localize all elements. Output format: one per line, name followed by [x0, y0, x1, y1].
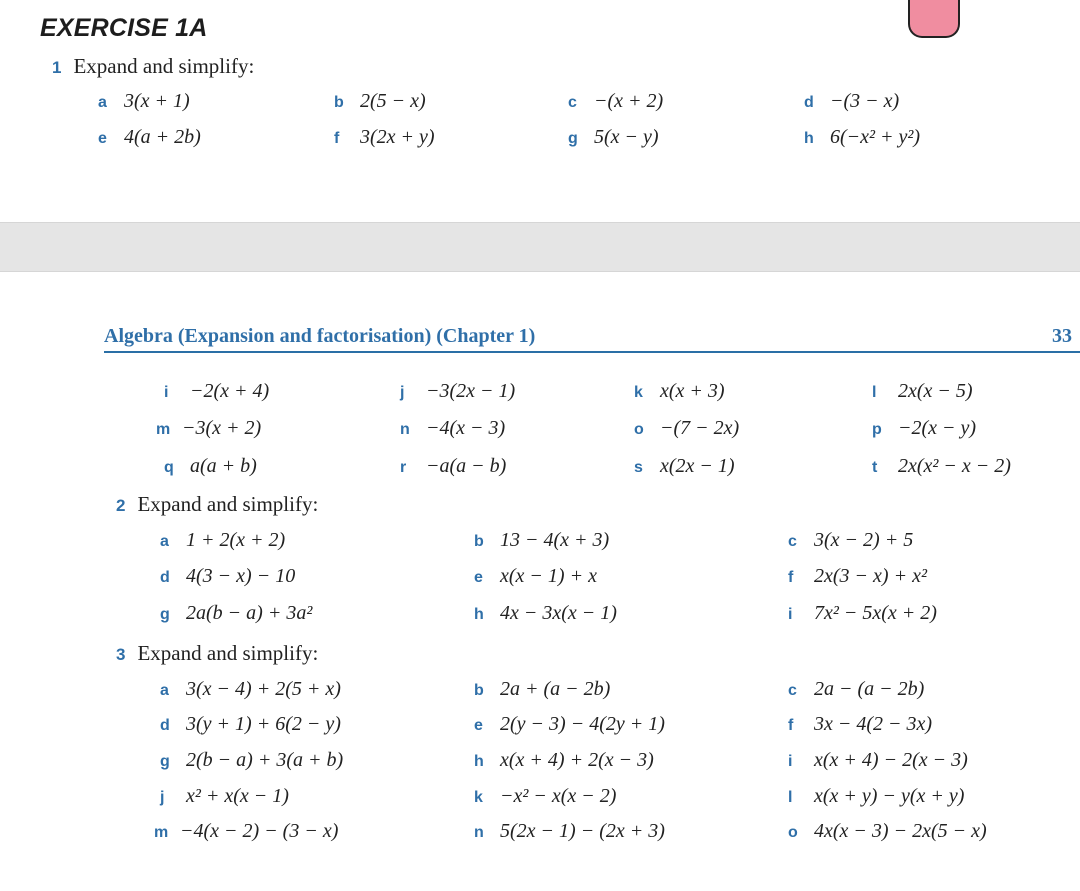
exercise-item [872, 380, 973, 403]
exercise-item [154, 820, 338, 843]
exercise-item [474, 602, 617, 625]
item-label: d [160, 569, 170, 586]
item-label: p [872, 421, 882, 438]
item-label: a [160, 533, 169, 550]
exercise-item [160, 678, 341, 701]
exercise-item [164, 455, 257, 478]
item-label: k [474, 789, 483, 806]
exercise-item [400, 417, 505, 440]
item-expression: x(x − 1) + x [500, 565, 597, 587]
item-label: t [872, 459, 878, 476]
exercise-item [160, 713, 341, 736]
item-expression: −3(x + 2) [182, 417, 262, 439]
exercise-item [400, 455, 506, 478]
item-label: e [474, 717, 483, 734]
question-2-heading [116, 492, 318, 517]
item-label: g [160, 753, 170, 770]
item-label: b [334, 94, 344, 111]
item-label: b [474, 682, 484, 699]
item-expression: 2a(b − a) + 3a² [186, 602, 313, 624]
exercise-item [634, 380, 725, 403]
item-label: h [474, 753, 484, 770]
item-expression: 4x(x − 3) − 2x(5 − x) [814, 820, 987, 842]
item-label: n [400, 421, 410, 438]
item-expression: −3(2x − 1) [426, 380, 516, 402]
exercise-item [568, 90, 663, 113]
exercise-item [788, 602, 937, 625]
item-label: e [474, 569, 483, 586]
exercise-item [160, 785, 289, 808]
item-expression: 4x − 3x(x − 1) [500, 602, 617, 624]
exercise-item [788, 678, 924, 701]
page-break [0, 222, 1080, 272]
exercise-item [474, 678, 610, 701]
exercise-item [474, 820, 665, 843]
item-expression: 3(y + 1) + 6(2 − y) [186, 713, 341, 735]
exercise-item [788, 713, 932, 736]
question-prompt: Expand and simplify: [137, 641, 319, 665]
item-label: a [160, 682, 169, 699]
item-label: r [400, 459, 407, 476]
item-expression: 3(2x + y) [360, 126, 435, 148]
item-expression: 2a − (a − 2b) [814, 678, 925, 700]
item-expression: 2x(3 − x) + x² [814, 565, 927, 587]
item-label: c [788, 533, 797, 550]
question-number: 3 [116, 645, 126, 664]
item-expression: −x² − x(x − 2) [500, 785, 617, 807]
exercise-item [872, 417, 976, 440]
item-expression: 2(b − a) + 3(a + b) [186, 749, 344, 771]
exercise-item [98, 126, 201, 149]
exercise-item [160, 602, 312, 625]
page-number: 33 [1052, 325, 1072, 347]
item-expression: 13 − 4(x + 3) [500, 529, 610, 551]
exercise-item [334, 126, 435, 149]
item-label: l [788, 789, 793, 806]
question-prompt: Expand and simplify: [137, 492, 319, 516]
item-expression: x(x + 4) − 2(x − 3) [814, 749, 968, 771]
question-prompt: Expand and simplify: [73, 54, 255, 78]
item-expression: 3x − 4(2 − 3x) [814, 713, 933, 735]
item-expression: 4(3 − x) − 10 [186, 565, 296, 587]
item-label: a [98, 94, 107, 111]
item-expression: 2(5 − x) [360, 90, 426, 112]
exercise-item [788, 785, 964, 808]
item-expression: 7x² − 5x(x + 2) [814, 602, 937, 624]
item-label: j [400, 384, 405, 401]
item-label: q [164, 459, 174, 476]
item-label: i [788, 753, 793, 770]
item-expression: 4(a + 2b) [124, 126, 201, 148]
exercise-item [872, 455, 1011, 478]
item-expression: x(x + 3) [660, 380, 725, 402]
exercise-item [568, 126, 659, 149]
item-label: c [788, 682, 797, 699]
exercise-item [788, 820, 987, 843]
item-label: m [154, 824, 169, 841]
exercise-item [98, 90, 190, 113]
question-1-heading [52, 54, 254, 79]
chapter-title: Algebra (Expansion and factorisation) (Chapter 1) [104, 325, 536, 347]
item-expression: x(2x − 1) [660, 455, 735, 477]
exercise-item [788, 529, 913, 552]
item-expression: −(7 − 2x) [660, 417, 740, 439]
item-label: h [804, 130, 814, 147]
exercise-item [160, 529, 285, 552]
item-label: e [98, 130, 107, 147]
exercise-item [164, 380, 269, 403]
item-label: g [160, 606, 170, 623]
exercise-item [474, 565, 597, 588]
exercise-item [474, 713, 665, 736]
item-expression: 2a + (a − 2b) [500, 678, 611, 700]
question-number: 2 [116, 496, 126, 515]
exercise-item [804, 90, 899, 113]
exercise-item [160, 565, 295, 588]
item-label: d [804, 94, 814, 111]
exercise-item [804, 126, 920, 149]
item-expression: −4(x − 2) − (3 − x) [180, 820, 339, 842]
item-expression: 3(x − 2) + 5 [814, 529, 914, 551]
item-expression: 6(−x² + y²) [830, 126, 921, 148]
item-expression: −2(x − y) [898, 417, 977, 439]
item-expression: 3(x − 4) + 2(5 + x) [186, 678, 341, 700]
exercise-item [788, 749, 968, 772]
item-label: g [568, 130, 578, 147]
item-expression: x² + x(x − 1) [186, 785, 289, 807]
item-label: k [634, 384, 643, 401]
exercise-item [474, 529, 609, 552]
item-expression: x(x + 4) + 2(x − 3) [500, 749, 654, 771]
item-label: m [156, 421, 171, 438]
item-expression: −(3 − x) [830, 90, 900, 112]
item-expression: 5(2x − 1) − (2x + 3) [500, 820, 665, 842]
item-label: h [474, 606, 484, 623]
question-3-heading [116, 641, 318, 666]
item-expression: 2x(x − 5) [898, 380, 973, 402]
exercise-item [156, 417, 261, 440]
item-expression: 1 + 2(x + 2) [186, 529, 286, 551]
item-label: f [788, 569, 794, 586]
exercise-item [334, 90, 426, 113]
item-expression: 2x(x² − x − 2) [898, 455, 1011, 477]
item-label: d [160, 717, 170, 734]
chapter-header [104, 325, 1080, 353]
pink-illustration [908, 0, 960, 38]
item-label: o [788, 824, 798, 841]
item-expression: −a(a − b) [426, 455, 507, 477]
item-expression: 2(y − 3) − 4(2y + 1) [500, 713, 665, 735]
item-label: j [160, 789, 165, 806]
item-label: n [474, 824, 484, 841]
exercise-item [788, 565, 927, 588]
exercise-item [160, 749, 343, 772]
exercise-title: EXERCISE 1A [40, 14, 208, 42]
item-label: f [334, 130, 340, 147]
item-expression: −4(x − 3) [426, 417, 506, 439]
item-label: c [568, 94, 577, 111]
item-label: f [788, 717, 794, 734]
exercise-item [474, 749, 654, 772]
item-expression: 3(x + 1) [124, 90, 190, 112]
item-label: i [788, 606, 793, 623]
item-expression: −(x + 2) [594, 90, 664, 112]
item-expression: −2(x + 4) [190, 380, 270, 402]
item-expression: x(x + y) − y(x + y) [814, 785, 965, 807]
exercise-item [634, 455, 735, 478]
exercise-item [634, 417, 739, 440]
item-label: s [634, 459, 643, 476]
item-label: i [164, 384, 169, 401]
exercise-item [474, 785, 616, 808]
item-label: l [872, 384, 877, 401]
item-expression: 5(x − y) [594, 126, 659, 148]
exercise-item [400, 380, 515, 403]
item-expression: a(a + b) [190, 455, 257, 477]
item-label: b [474, 533, 484, 550]
item-label: o [634, 421, 644, 438]
question-number: 1 [52, 58, 62, 77]
